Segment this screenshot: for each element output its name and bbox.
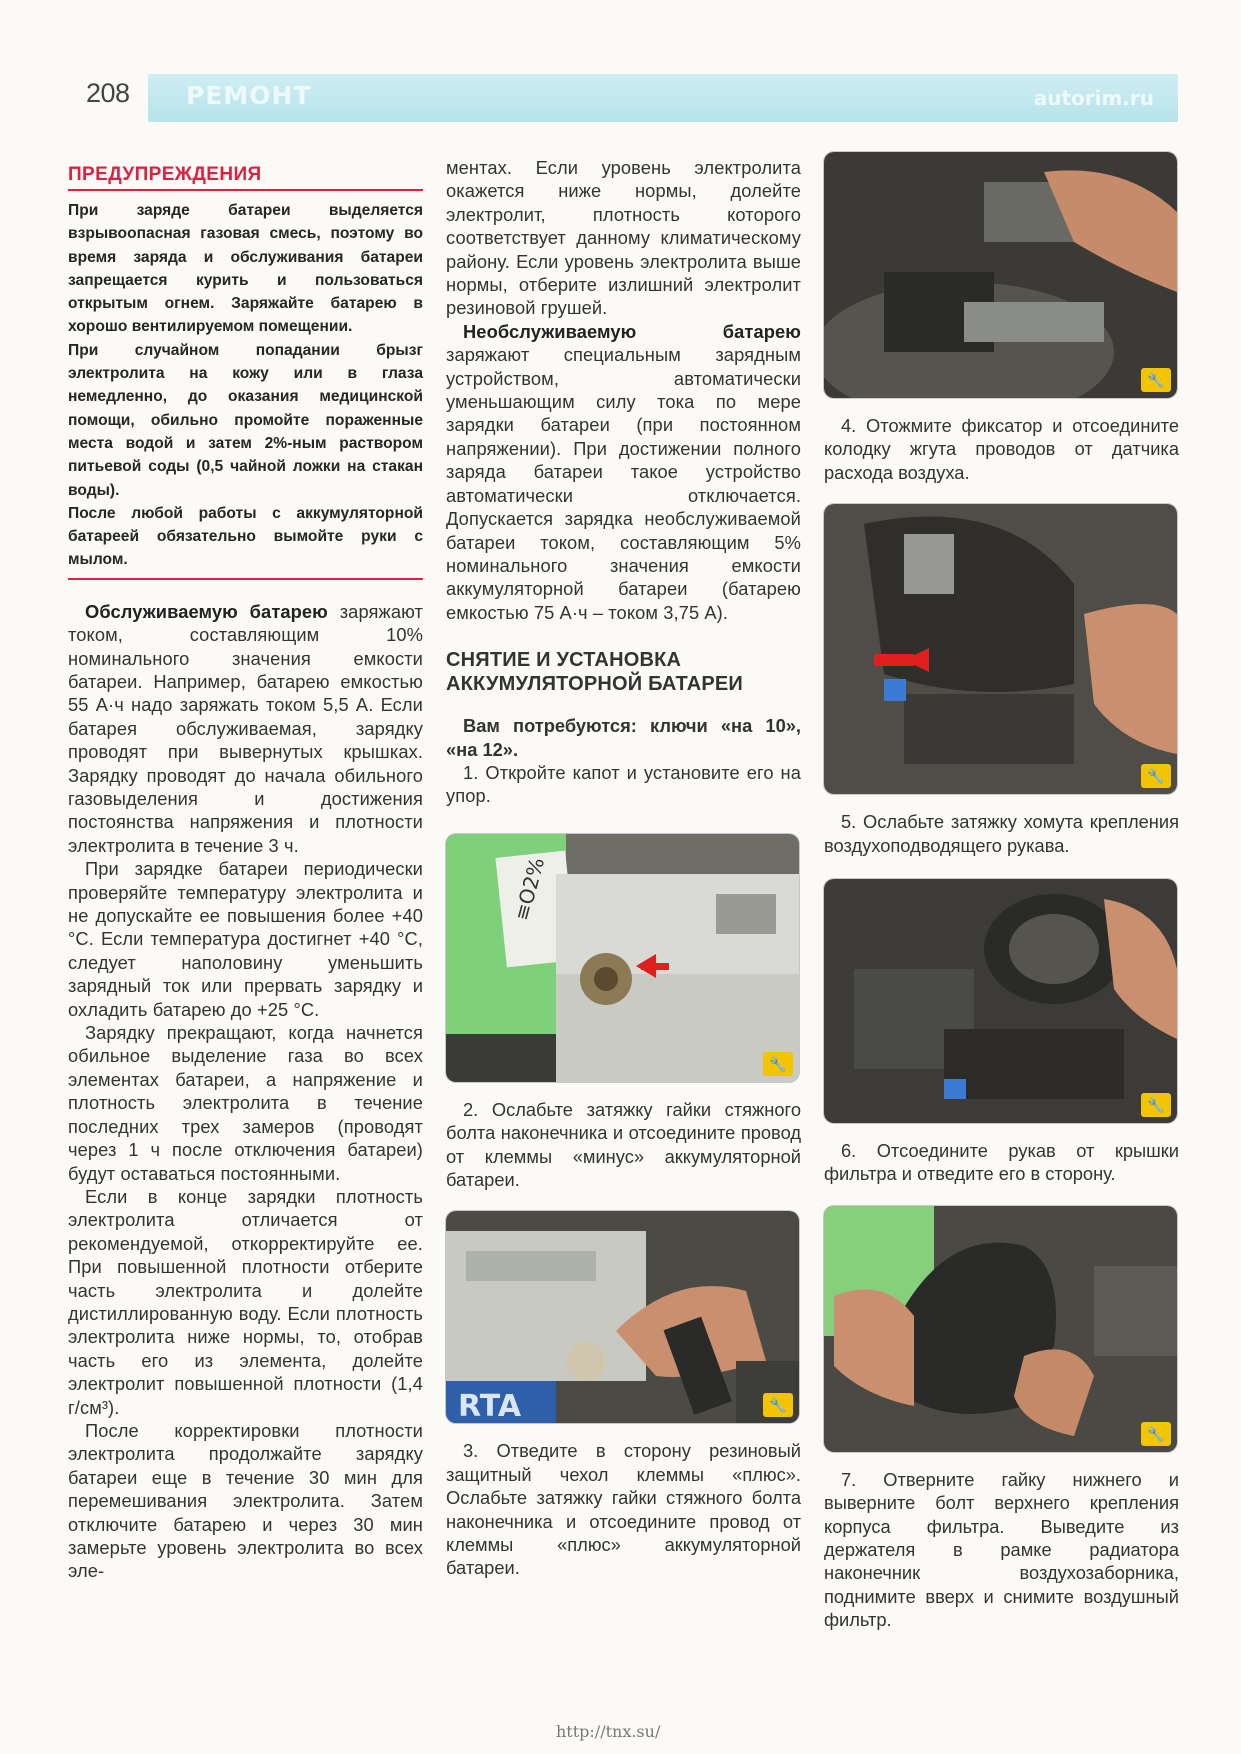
section-title — [446, 648, 801, 696]
warning-paragraph: При случайном попадании брызг электролита на кожу или в глаза немедленно, до оказания медицинской помощи, обильно промойте пораженные места водой и затем 2%-ным раствором питьевой соды (0,5 чайной ложки на стакан воды). — [68, 341, 423, 499]
warnings-box — [68, 164, 423, 580]
body-paragraph: ментах. Если уровень электролита окажется ниже нормы, долейте электролит, плотность которого соответствует данному климатическому району. Если уровень электролита выше нормы, отберите излишний электролит резиновой грушей. — [446, 157, 801, 319]
body-paragraph: После корректировки плотности электролита продолжайте зарядку батареи еще в течение 30 мин для перемешивания электролита. Затем отключите батарею и через 30 мин замерьте уровень электролита во всех эле- — [68, 1419, 423, 1582]
photo-step-6 — [824, 879, 1177, 1123]
page-number: 208 — [86, 78, 130, 108]
photo-hose-clamp — [824, 504, 1177, 794]
wrench-icon: 🔧 — [763, 1393, 793, 1417]
bold-term: Обслуживаемую батарею — [85, 600, 328, 622]
warnings-title: ПРЕДУПРЕЖДЕНИЯ — [68, 164, 423, 191]
paragraph-text: заряжают специальным зарядным устройством, автоматически уменьшающим силу тока по мере зарядки батареи (при постоянном напряжении). При достижении полного заряда батареи такое устройство автоматически отключается. Допускается зарядка необслуживаемой батареи током, составляющим 5% номинального значения емкости аккумуляторной батареи (батарею емкостью 75 А·ч – током 3,75 А). — [446, 344, 801, 623]
section-title-line: АККУМУЛЯТОРНОЙ БАТАРЕИ — [446, 673, 744, 696]
wrench-icon: 🔧 — [1141, 1093, 1171, 1117]
body-paragraph: Зарядку прекращают, когда начнется обильное выделение газа во всех элементах батареи, а напряжение и плотность электролита в течение последних трех замеров (проводят через 1 ч после отключения батареи) будут оставаться постоянными. — [68, 1022, 423, 1184]
bold-term: Необслуживаемую батарею — [463, 320, 801, 342]
photo-label: ≡O2% — [509, 854, 550, 923]
required-tools: Вам потребуются: ключи «на 10», «на 12». — [446, 715, 801, 760]
step-caption: 3. Отведите в сторону резиновый защитный чехол клеммы «плюс». Ослабьте затяжку гайки стяжного болта наконечника и отсоедините провод от клеммы «плюс» аккумуляторной батареи. — [446, 1440, 801, 1579]
paragraph-text: заряжают током, составляющим 10% номинального значения емкости батареи. Например, батарею емкостью 55 А·ч надо заряжать током 5,5 А. Если батарея обслуживаемая, зарядку проводят при вывернутых крышках. Зарядку проводят до начала обильного газовыделения и достижения постоянства напряжения и плотности электролита в течение 3 ч. — [68, 600, 423, 856]
column-1 — [68, 164, 423, 1583]
wrench-icon: 🔧 — [1141, 368, 1171, 392]
header-site: autorim.ru — [1033, 86, 1154, 110]
photo-step-7 — [824, 1206, 1177, 1452]
photo-step-5 — [824, 504, 1177, 794]
photo-air-filter — [824, 1206, 1177, 1452]
photo-air-flow-sensor — [824, 152, 1177, 398]
photo-label: RTA — [458, 1389, 522, 1424]
body-paragraph: При зарядке батареи периодически проверяйте температуру электролита и не допускайте ее повышения более +40 °С. Если температура достигнет +40 °С, следует наполовину уменьшить зарядный ток или прервать зарядку и охладить батарею до +25 °С. — [68, 858, 423, 1020]
header-title: РЕМОНТ — [186, 81, 312, 110]
body-paragraph: Если в конце зарядки плотность электролита отличается от рекомендуемой, откорректируйте ее. При повышенной плотности отберите часть электролита и долейте дистиллированную воду. Если плотность электролита ниже нормы, то, отобрав часть его из элемента, долейте электролит повышенной плотности (1,4 г/см³). — [68, 1185, 423, 1418]
body-paragraph — [446, 320, 801, 624]
section-title-line: СНЯТИЕ И УСТАНОВКА — [446, 649, 682, 672]
step-caption: 7. Отверните гайку нижнего и выверните болт верхнего крепления корпуса фильтра. Выведите из держателя в рамке радиатора наконечник воздухозаборника, поднимите вверх и снимите воздушный фильтр. — [824, 1468, 1179, 1631]
column-3 — [824, 152, 1179, 1632]
step-text: 1. Откройте капот и установите его на упор. — [446, 761, 801, 807]
step-caption: 5. Ослабьте затяжку хомута крепления воздухоподводящего рукава. — [824, 811, 1179, 856]
column-2 — [446, 156, 801, 1580]
footer-url: http://tnx.su/ — [556, 1722, 661, 1741]
warning-paragraph: После любой работы с аккумуляторной батареей обязательно вымойте руки с мылом. — [68, 504, 423, 569]
photo-step-4 — [824, 152, 1177, 398]
step-caption: 4. Отожмите фиксатор и отсоедините колодку жгута проводов от датчика расхода воздуха. — [824, 415, 1179, 483]
step-caption: 2. Ослабьте затяжку гайки стяжного болта наконечника и отсоедините провод от клеммы «минус» аккумуляторной батареи. — [446, 1098, 801, 1190]
step-caption: 6. Отсоедините рукав от крышки фильтра и отведите его в сторону. — [824, 1140, 1179, 1185]
warning-paragraph: При заряде батареи выделяется взрывоопасная газовая смесь, поэтому во время заряда и обслуживания батареи запрещается курить и пользоваться открытым огнем. Заряжайте батарею в хорошо вентилируемом помещении. — [68, 202, 423, 336]
wrench-icon: 🔧 — [1141, 1422, 1171, 1446]
wrench-icon: 🔧 — [1141, 764, 1171, 788]
photo-step-2 — [446, 834, 799, 1082]
header-band — [148, 74, 1178, 122]
photo-battery-minus — [446, 834, 799, 1082]
wrench-icon: 🔧 — [763, 1052, 793, 1076]
photo-step-3 — [446, 1211, 799, 1423]
body-paragraph — [68, 600, 423, 857]
photo-battery-plus — [446, 1211, 799, 1423]
photo-remove-hose — [824, 879, 1177, 1123]
